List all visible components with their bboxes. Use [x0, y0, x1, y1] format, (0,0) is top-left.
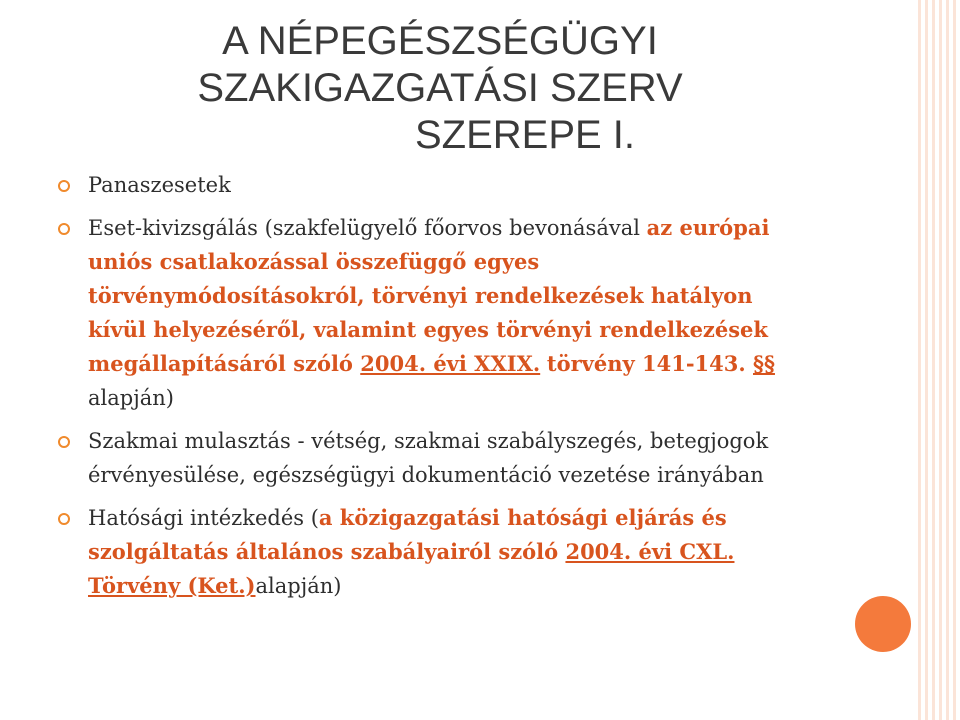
bullet-ring-icon [58, 513, 70, 525]
bullet-ring-icon [58, 180, 70, 192]
bullet-text-end: alapján) [255, 574, 342, 598]
decorative-orange-circle [855, 596, 911, 652]
bullet-text: Hatósági intézkedés ( [88, 506, 319, 530]
bullet-list [58, 168, 803, 603]
law-reference-text: a közigazgatási hatósági eljárás és szolgáltatás általános szabályairól szóló [88, 505, 727, 564]
title-line-3: SZEREPE I. [414, 113, 636, 157]
section-link[interactable]: §§ [753, 351, 775, 376]
title-line-1: A NÉPEGÉSZSÉGÜGYI [222, 19, 658, 63]
bullet-text: Eset-kivizsgálás (szakfelügyelő főorvos bevonásával [88, 216, 647, 240]
bullet-text-end: alapján) [88, 386, 174, 410]
law-reference-text: az európai uniós csatlakozással összefüggő egyes törvénymódosításokról, törvényi rendelkezések hatályon kívül helyezéséről, valamint egyes törvényi rendelkezések megállapításáról szóló [88, 215, 770, 376]
list-item-panaszesetek [58, 168, 803, 202]
bullet-text: Szakmai mulasztás - vétség, szakmai szabályszegés, betegjogok érvényesülése, egészségügyi dokumentáció vezetése irányában [88, 429, 769, 487]
list-item-eset-kivizsgalas [58, 211, 803, 415]
list-item-hatosagi-intezkedes [58, 501, 803, 603]
list-item-szakmai-mulasztas [58, 424, 803, 492]
law-link-2004-cxl[interactable]: 2004. évi CXL. Törvény (Ket.) [88, 539, 735, 598]
bullet-ring-icon [58, 436, 70, 448]
title-line-2: SZAKIGAZGATÁSI SZERV [197, 66, 683, 110]
law-section-text: törvény 141-143. [546, 351, 753, 376]
law-link-2004-xxix[interactable]: 2004. évi XXIX. [360, 351, 541, 376]
decorative-side-stripes [918, 0, 960, 720]
bullet-text: Panaszesetek [88, 173, 231, 197]
bullet-ring-icon [58, 223, 70, 235]
slide-title [130, 18, 750, 159]
